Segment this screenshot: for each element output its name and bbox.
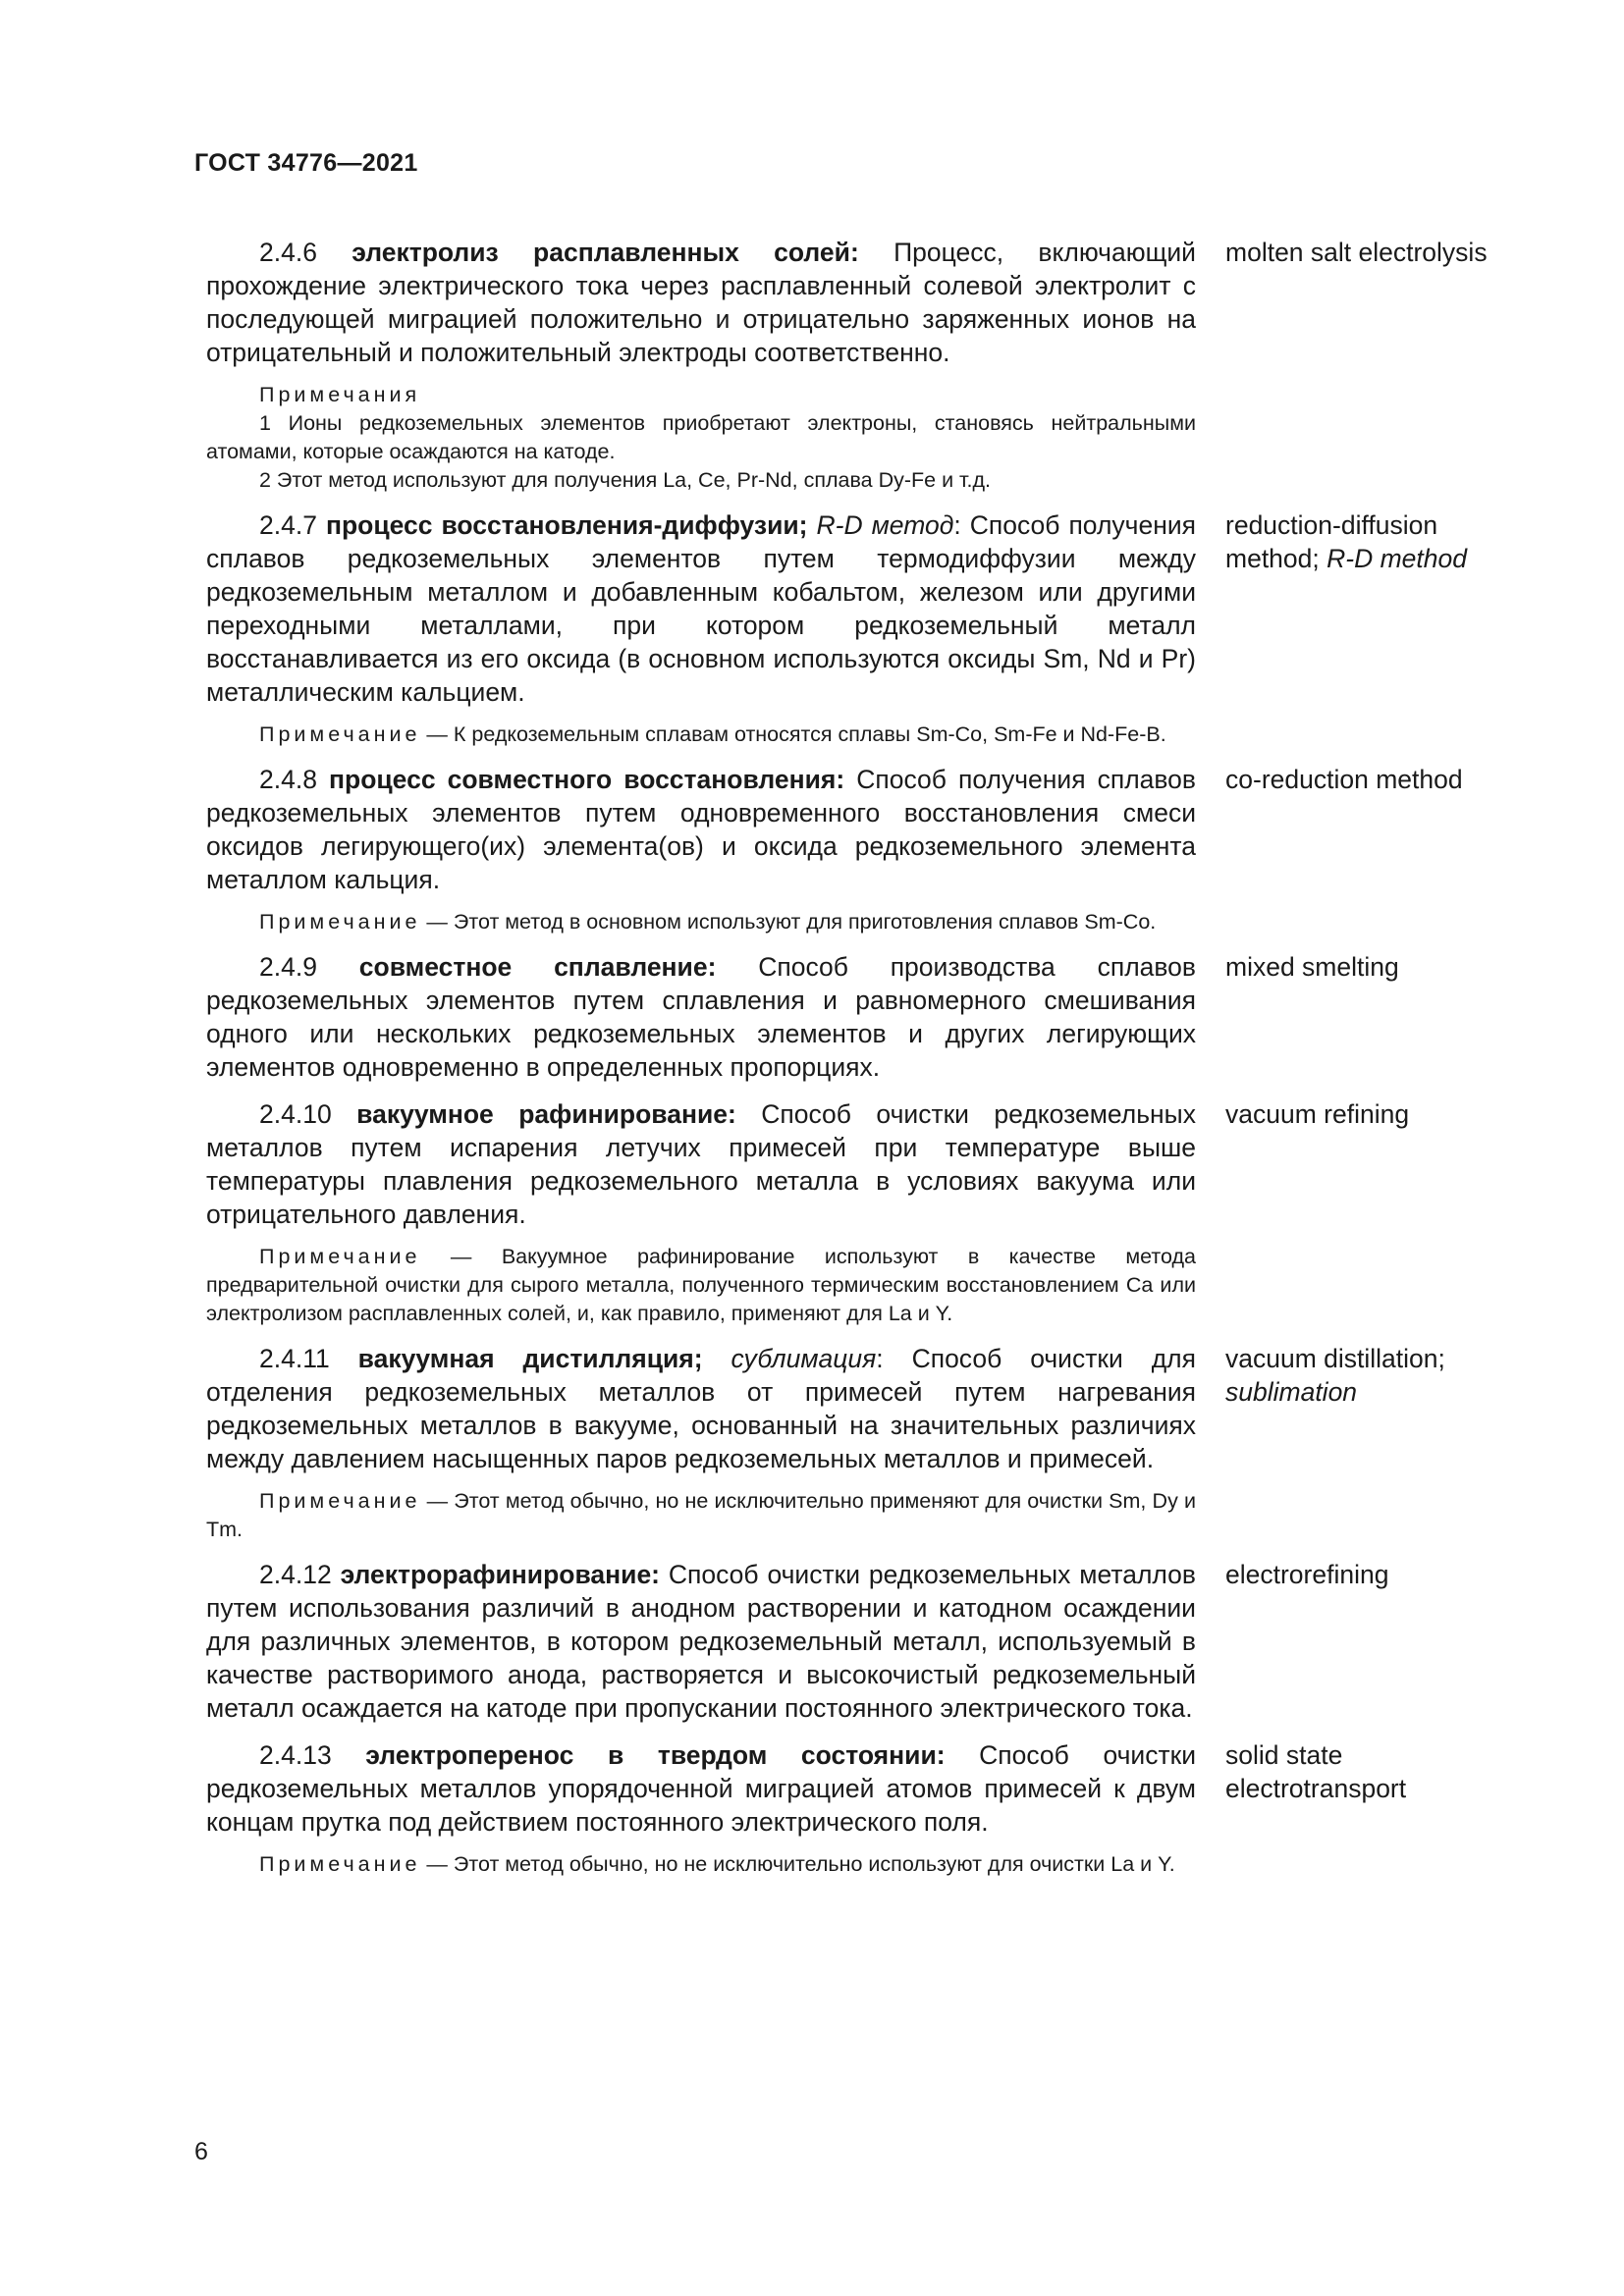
- term-entry-2-4-12: [206, 1558, 1512, 1725]
- term-entry-2-4-7: [206, 508, 1512, 749]
- note-label: Примечание: [259, 1852, 421, 1876]
- note-text: — Этот метод в основном используют для приготовления сплавов Sm-Co.: [420, 910, 1157, 934]
- term-title: процесс восстановления-диффузии;: [325, 510, 808, 540]
- note-label: Примечание: [259, 910, 421, 934]
- term-definition: : Способ очистки для отделения редкоземельных металлов от примесей путем нагревания редкоземельных металлов в вакууме, основанный на значительных различиях между давлением насыщенных паров редкоземельных металлов и примесей.: [206, 1344, 1196, 1473]
- term-title: электролиз расплавленных солей:: [352, 238, 859, 267]
- term-number: 2.4.9: [259, 952, 317, 982]
- note-block: [206, 908, 1196, 936]
- term-definition: Способ очистки редкоземельных металлов путем использования различий в анодном растворении и катодном осаждении для различных элементов, в котором редкоземельный металл, используемый в качестве растворимого анода, растворяется и высокочистый редкоземельный металл осаждается на катоде при пропускании постоянного электрического тока.: [206, 1560, 1197, 1723]
- term-entry-2-4-11: [206, 1342, 1512, 1544]
- note-text: — Вакуумное рафинирование используют в качестве метода предварительной очистки для сырого металла, полученного термическим восстановлением Ca или электролизом расплавленных солей, и, как правило, применяют для La и Y.: [206, 1245, 1196, 1325]
- term-definition: Процесс, включающий прохождение электрического тока через расплавленный солевой электролит с последующей миграцией положительно и отрицательно заряженных ионов на отрицательный и положительный электроды соответственно.: [206, 238, 1196, 367]
- note-block: [206, 721, 1196, 749]
- note-label: Примечание: [259, 1245, 421, 1268]
- english-synonym: sublimation: [1225, 1377, 1358, 1407]
- term-number: 2.4.10: [259, 1099, 332, 1129]
- term-number: 2.4.8: [259, 765, 317, 794]
- term-number: 2.4.6: [259, 238, 317, 267]
- term-title: вакуумное рафинирование:: [356, 1099, 736, 1129]
- english-equivalent: [1225, 1342, 1512, 1409]
- english-equivalent: vacuum refining: [1225, 1099, 1410, 1129]
- note-block: [206, 1243, 1196, 1328]
- note-text: — К редкоземельным сплавам относятся сплавы Sm-Co, Sm-Fe и Nd-Fe-B.: [420, 722, 1166, 746]
- notes-heading: Примечания: [259, 383, 421, 406]
- term-title: вакуумная дистилляция;: [357, 1344, 703, 1373]
- document-header: ГОСТ 34776—2021: [194, 149, 418, 177]
- term-synonym: сублимация: [731, 1344, 877, 1373]
- notes-block: [206, 381, 1196, 495]
- note-block: [206, 1850, 1196, 1879]
- terms-list: [206, 236, 1512, 1893]
- english-equivalent: solid state electrotransport: [1225, 1740, 1407, 1803]
- note-item: 2 Этот метод используют для получения La, Ce, Pr-Nd, сплава Dy-Fe и т.д.: [259, 468, 992, 492]
- term-entry-2-4-6: [206, 236, 1512, 495]
- term-number: 2.4.11: [259, 1344, 330, 1373]
- term-title: электрорафинирование:: [340, 1560, 661, 1589]
- english-equivalent: electrorefining: [1225, 1560, 1389, 1589]
- term-number: 2.4.7: [259, 510, 317, 540]
- term-definition: Способ получения сплавов редкоземельных элементов путем одновременного восстановления смеси оксидов легирующего(их) элемента(ов) и оксида редкоземельного элемента металлом кальция.: [206, 765, 1196, 894]
- term-number: 2.4.12: [259, 1560, 332, 1589]
- note-label: Примечание: [259, 722, 421, 746]
- english-term: reduction-diffusion method;: [1225, 510, 1438, 573]
- term-entry-2-4-13: [206, 1738, 1512, 1879]
- english-term: vacuum distillation;: [1225, 1344, 1445, 1373]
- note-label: Примечание: [259, 1489, 421, 1513]
- term-entry-2-4-10: [206, 1097, 1512, 1328]
- note-item: 1 Ионы редкоземельных элементов приобретают электроны, становясь нейтральными атомами, которые осаждаются на катоде.: [206, 411, 1196, 463]
- english-synonym: R-D method: [1326, 544, 1467, 573]
- term-number: 2.4.13: [259, 1740, 332, 1770]
- english-equivalent: co-reduction method: [1225, 765, 1463, 794]
- term-title: процесс совместного восстановления:: [329, 765, 845, 794]
- term-definition: : Способ получения сплавов редкоземельных элементов путем термодиффузии между редкоземельным металлом и добавленным кобальтом, железом или другими переходными металлами, при котором редкоземельный металл восстанавливается из его оксида (в основном используются оксиды Sm, Nd и Pr) металлическим кальцием.: [206, 510, 1196, 707]
- note-text: — Этот метод обычно, но не исключительно используют для очистки La и Y.: [420, 1852, 1175, 1876]
- page-number: 6: [194, 2138, 208, 2165]
- note-text: — Этот метод обычно, но не исключительно применяют для очистки Sm, Dy и Tm.: [206, 1489, 1196, 1541]
- term-title: электроперенос в твердом состоянии:: [365, 1740, 946, 1770]
- note-block: [206, 1487, 1196, 1544]
- term-synonym: R-D метод: [816, 510, 954, 540]
- english-equivalent: molten salt electrolysis: [1225, 238, 1488, 267]
- term-entry-2-4-8: [206, 763, 1512, 936]
- term-definition: Способ производства сплавов редкоземельных элементов путем сплавления и равномерного смешивания одного или нескольких редкоземельных элементов и других легирующих элементов одновременно в определенных пропорциях.: [206, 952, 1196, 1082]
- term-title: совместное сплавление:: [358, 952, 717, 982]
- english-equivalent: mixed smelting: [1225, 952, 1399, 982]
- term-definition: Способ очистки редкоземельных металлов упорядоченной миграцией атомов примесей к двум концам прутка под действием постоянного электрического поля.: [206, 1740, 1196, 1837]
- term-definition: Способ очистки редкоземельных металлов путем испарения летучих примесей при температуре выше температуры плавления редкоземельного металла в условиях вакуума или отрицательного давления.: [206, 1099, 1196, 1229]
- term-entry-2-4-9: [206, 950, 1512, 1084]
- english-equivalent: [1225, 508, 1512, 575]
